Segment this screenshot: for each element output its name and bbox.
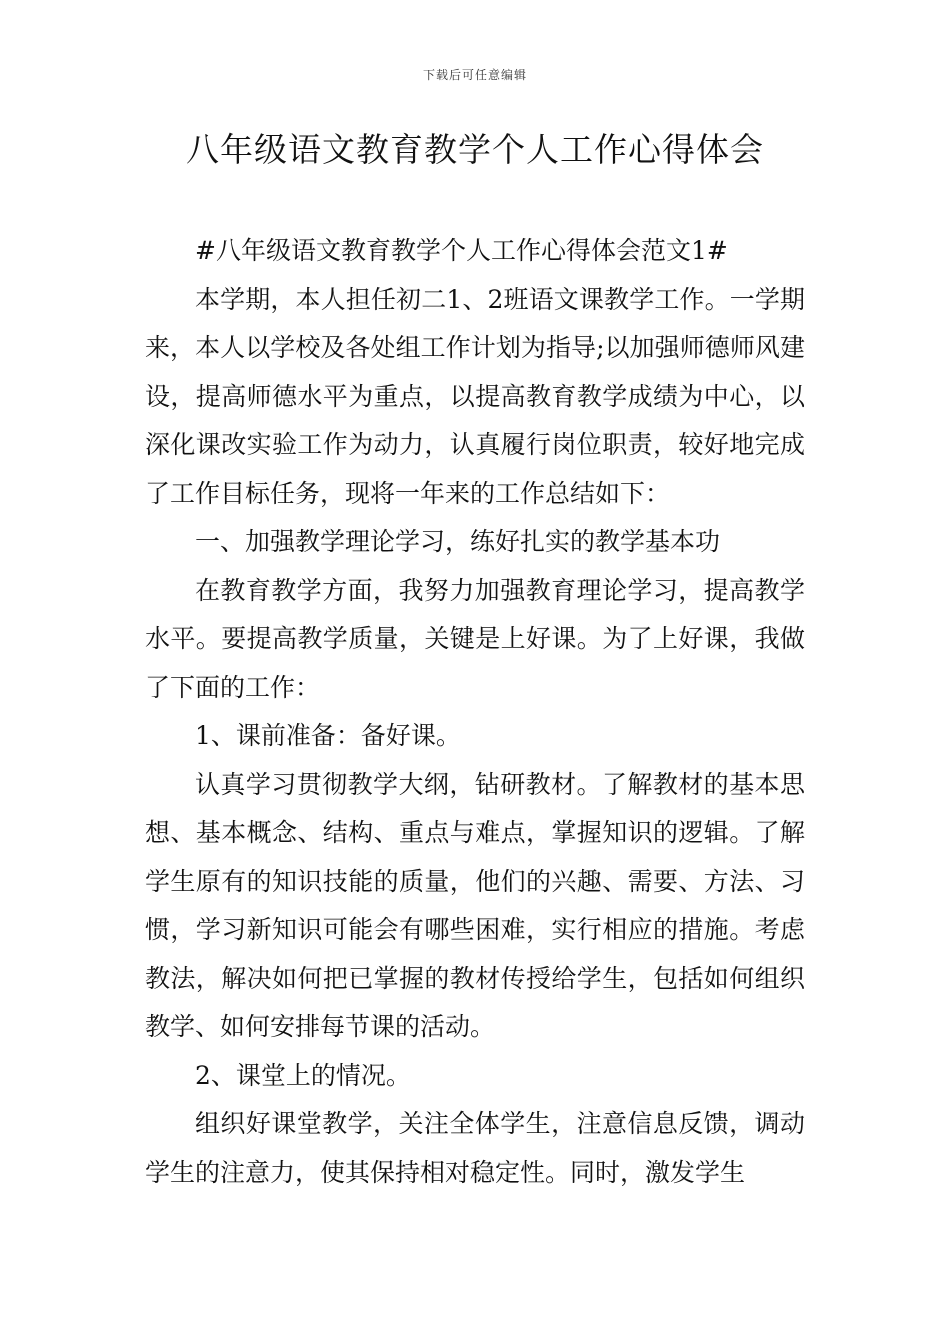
- paragraph: 认真学习贯彻教学大纲，钻研教材。了解教材的基本思想、基本概念、结构、重点与难点，掌握知识的逻辑。了解学生原有的知识技能的质量，他们的兴趣、需要、方法、习惯，学习新知识可能会有哪些困难，实行相应的措施。考虑教法，解决如何把已掌握的教材传授给学生，包括如何组织教学、如何安排每节课的活动。: [145, 769, 805, 1041]
- paragraph-subheading: 1、课前准备：备好课。: [195, 721, 461, 750]
- paragraph: 在教育教学方面，我努力加强教育理论学习，提高教学水平。要提高教学质量，关键是上好课。为了上好课，我做了下面的工作：: [145, 575, 805, 702]
- header-note: 下载后可任意编辑: [422, 68, 527, 82]
- paragraph: 组织好课堂教学，关注全体学生，注意信息反馈，调动学生的注意力，使其保持相对稳定性。同时，激发学生: [145, 1109, 805, 1187]
- paragraph-subheading: 一、加强教学理论学习，练好扎实的教学基本功: [195, 527, 721, 556]
- paragraph-subheading: 2、课堂上的情况。: [195, 1060, 411, 1090]
- document-body: [145, 227, 805, 1197]
- paragraph-section-heading: #八年级语文教育教学个人工作心得体会范文1#: [195, 236, 728, 265]
- paragraph: 本学期，本人担任初二1、2班语文课教学工作。一学期来，本人以学校及各处组工作计划为指导;以加强师德师风建设，提高师德水平为重点，以提高教育教学成绩为中心，以深化课改实验工作为动力，认真履行岗位职责，较好地完成了工作目标任务，现将一年来的工作总结如下：: [145, 284, 805, 508]
- document-title: 八年级语文教育教学个人工作心得体会: [186, 130, 764, 169]
